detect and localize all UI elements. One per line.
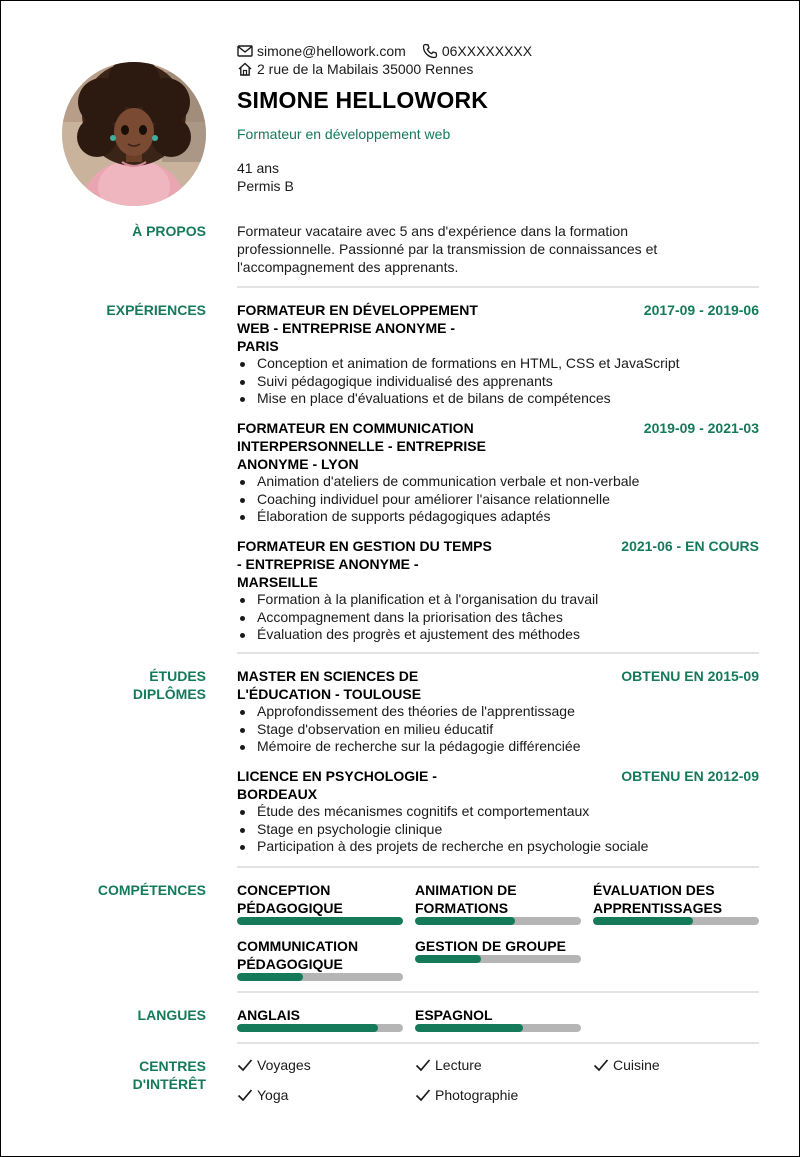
license-text: Permis B — [237, 178, 294, 194]
skill-item — [237, 881, 403, 925]
about-line: professionnelle. Passionné par la transmission de connaissances et — [237, 241, 658, 257]
section-label-skills: COMPÉTENCES — [97, 882, 206, 898]
section-label-languages: LANGUES — [137, 1007, 206, 1023]
interest-label: Lecture — [435, 1057, 482, 1073]
experience-entry — [237, 301, 759, 408]
bullet-list — [237, 591, 759, 644]
list-item: Accompagnement dans la priorisation des tâches — [237, 609, 759, 627]
list-item: Approfondissement des théories de l'apprentissage — [237, 703, 759, 721]
list-item: Mise en place d'évaluations et de bilans de compétences — [237, 390, 759, 408]
check-icon — [415, 1087, 431, 1103]
education-entry — [237, 667, 759, 756]
skill-level-fill — [593, 917, 693, 925]
skill-level-bar — [237, 973, 403, 981]
skill-item — [593, 881, 759, 925]
experience-title — [237, 419, 502, 473]
skill-name — [237, 881, 403, 917]
interest-item — [237, 1057, 311, 1073]
education-date: OBTENU EN 2015-09 — [621, 668, 759, 684]
section-divider — [237, 866, 759, 868]
label-line: CENTRES — [139, 1058, 206, 1074]
interest-label: Photographie — [435, 1087, 519, 1103]
title-line: INTERPERSONNELLE - ENTREPRISE — [237, 438, 486, 454]
title-line: WEB - ENTREPRISE ANONYME - — [237, 320, 456, 336]
title-line: FORMATEUR EN DÉVELOPPEMENT — [237, 302, 478, 318]
phone-icon — [422, 43, 438, 59]
list-item: Stage d'observation en milieu éducatif — [237, 721, 759, 739]
about-line: Formateur vacataire avec 5 ans d'expérience dans la formation — [237, 223, 628, 239]
phone-text[interactable]: 06XXXXXXXX — [441, 43, 533, 59]
experience-title — [237, 537, 502, 591]
list-item: Animation d'ateliers de communication verbale et non-verbale — [237, 473, 759, 491]
check-icon — [415, 1057, 431, 1073]
contact-info — [237, 42, 532, 78]
title-line: MASTER EN SCIENCES DE — [237, 668, 419, 684]
skill-name-line: ANIMATION DE — [415, 882, 517, 898]
skill-level-fill — [237, 973, 303, 981]
skill-item — [237, 937, 403, 981]
contact-row-1 — [237, 42, 532, 60]
education-entry — [237, 767, 759, 856]
education-date: OBTENU EN 2012-09 — [621, 768, 759, 784]
address-text: 2 rue de la Mabilais 35000 Rennes — [257, 61, 474, 77]
education-title — [237, 667, 502, 703]
list-item: Coaching individuel pour améliorer l'aisance relationnelle — [237, 491, 759, 509]
skill-name-line: FORMATIONS — [415, 900, 509, 916]
skill-level-bar — [237, 917, 403, 925]
title-line: L'ÉDUCATION - TOULOUSE — [237, 686, 422, 702]
education-title — [237, 767, 502, 803]
contact-row-2 — [237, 60, 532, 78]
section-label-education — [56, 667, 206, 703]
bullet-list — [237, 803, 759, 856]
interest-label: Cuisine — [613, 1057, 660, 1073]
list-item: Stage en psychologie clinique — [237, 821, 759, 839]
title-line: FORMATEUR EN COMMUNICATION — [237, 420, 474, 436]
skill-name — [237, 937, 403, 973]
home-icon — [237, 61, 253, 77]
bullet-list — [237, 703, 759, 756]
mail-icon — [237, 43, 253, 59]
profile-photo — [62, 62, 206, 206]
language-level-fill — [237, 1024, 378, 1032]
skill-name-line: APPRENTISSAGES — [593, 900, 723, 916]
label-line: DIPLÔMES — [132, 686, 206, 702]
interest-item — [415, 1087, 518, 1103]
title-line: FORMATEUR EN GESTION DU TEMPS — [237, 538, 492, 554]
skill-level-bar — [415, 955, 581, 963]
check-icon — [593, 1057, 609, 1073]
experience-entry — [237, 537, 759, 644]
list-item: Participation à des projets de recherche en psychologie sociale — [237, 838, 759, 856]
title-line: PARIS — [237, 338, 279, 354]
about-line: l'accompagnement des apprenants. — [237, 259, 459, 275]
language-name: ANGLAIS — [237, 1007, 300, 1023]
experience-date: 2017-09 - 2019-06 — [643, 302, 759, 318]
list-item: Suivi pédagogique individualisé des apprenants — [237, 373, 759, 391]
bullet-list — [237, 355, 759, 408]
list-item: Formation à la planification et à l'organisation du travail — [237, 591, 759, 609]
bullet-list — [237, 473, 759, 526]
job-title: Formateur en développement web — [237, 126, 451, 142]
skill-level-bar — [415, 917, 581, 925]
skill-name-line: GESTION DE GROUPE — [415, 938, 566, 954]
section-divider — [237, 652, 759, 654]
section-divider — [237, 991, 759, 993]
age-text: 41 ans — [237, 160, 280, 176]
skill-level-fill — [415, 917, 515, 925]
title-line: MARSEILLE — [237, 574, 318, 590]
skill-level-fill — [415, 955, 481, 963]
list-item: Mémoire de recherche sur la pédagogie différenciée — [237, 738, 759, 756]
label-line: D'INTÉRÊT — [132, 1076, 206, 1092]
title-line: - ENTREPRISE ANONYME - — [237, 556, 419, 572]
interest-item — [237, 1087, 288, 1103]
check-icon — [237, 1087, 253, 1103]
skill-name-line: PÉDAGOGIQUE — [237, 956, 343, 972]
skill-name — [415, 937, 581, 955]
skill-name — [593, 881, 759, 917]
list-item: Élaboration de supports pédagogiques adaptés — [237, 508, 759, 526]
label-line: ÉTUDES — [149, 668, 206, 684]
title-line: BORDEAUX — [237, 786, 318, 802]
personal-meta — [237, 159, 294, 195]
section-divider — [237, 286, 759, 288]
language-level-bar — [237, 1024, 403, 1032]
experience-title — [237, 301, 502, 355]
skill-name-line: CONCEPTION — [237, 882, 331, 898]
interest-item — [593, 1057, 660, 1073]
check-icon — [237, 1057, 253, 1073]
section-label-experiences: EXPÉRIENCES — [106, 302, 206, 318]
language-item — [237, 1006, 403, 1032]
skill-level-bar — [593, 917, 759, 925]
list-item: Conception et animation de formations en HTML, CSS et JavaScript — [237, 355, 759, 373]
list-item: Évaluation des progrès et ajustement des méthodes — [237, 626, 759, 644]
language-level-bar — [415, 1024, 581, 1032]
section-label-about: À PROPOS — [132, 223, 206, 239]
skill-level-fill — [237, 917, 403, 925]
experience-date: 2019-09 - 2021-03 — [643, 420, 759, 436]
title-line: LICENCE EN PSYCHOLOGIE - — [237, 768, 437, 784]
interest-label: Voyages — [257, 1057, 311, 1073]
experience-entry — [237, 419, 759, 526]
experience-date: 2021-06 - EN COURS — [621, 538, 759, 554]
skill-name-line: PÉDAGOGIQUE — [237, 900, 343, 916]
skill-item — [415, 881, 581, 925]
language-item — [415, 1006, 581, 1032]
language-level-fill — [415, 1024, 523, 1032]
section-label-interests — [56, 1057, 206, 1093]
section-divider — [237, 1042, 759, 1044]
title-line: ANONYME - LYON — [237, 456, 359, 472]
skill-item — [415, 937, 581, 963]
language-name: ESPAGNOL — [415, 1007, 493, 1023]
interest-label: Yoga — [257, 1087, 289, 1103]
about-text — [237, 222, 707, 276]
interest-item — [415, 1057, 482, 1073]
skill-name-line: ÉVALUATION DES — [593, 882, 715, 898]
candidate-name: SIMONE HELLOWORK — [237, 87, 489, 113]
list-item: Étude des mécanismes cognitifs et comportementaux — [237, 803, 759, 821]
skill-name — [415, 881, 581, 917]
email-text[interactable]: simone@hellowork.com — [257, 43, 406, 59]
skill-name-line: COMMUNICATION — [237, 938, 359, 954]
